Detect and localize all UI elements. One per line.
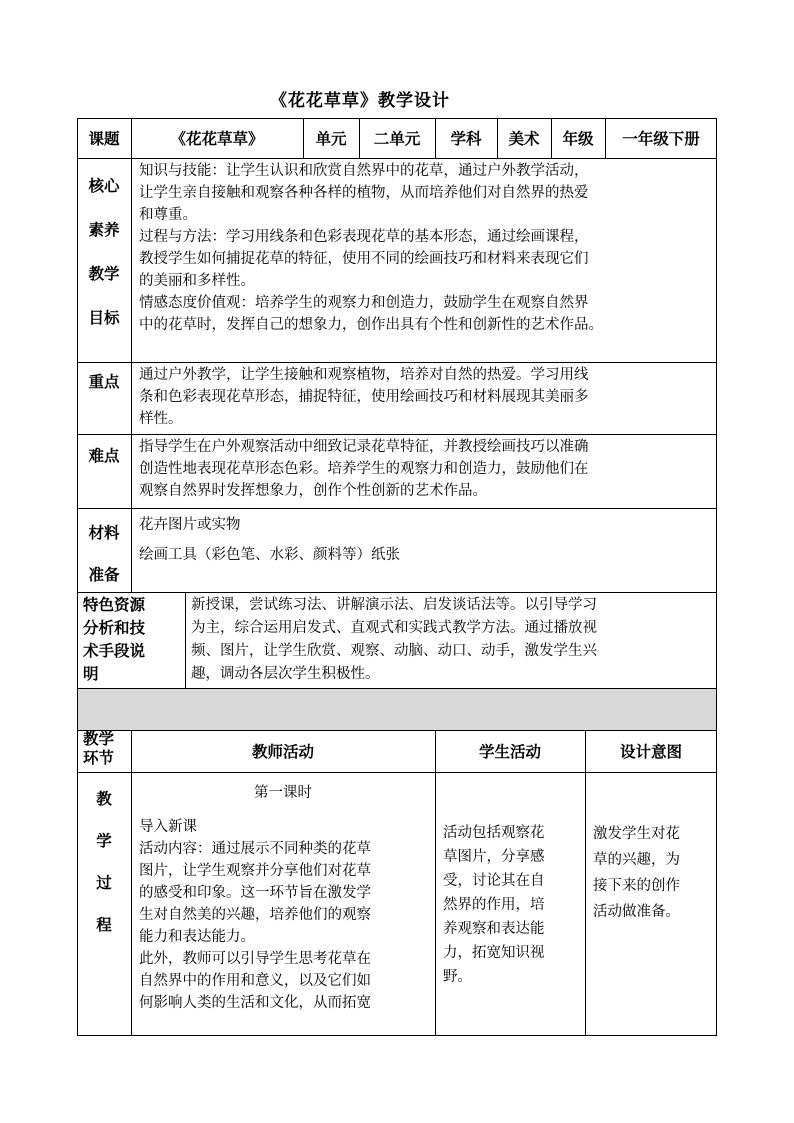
core-goals-label: 核心 素养 教学 目标 [88, 177, 120, 327]
lesson-plan-table [77, 118, 717, 1036]
lesson-period: 第一课时 [254, 785, 312, 801]
topic-value: 《花花草草》 [170, 130, 264, 148]
process-stage-label: 教 学 过 程 [96, 790, 112, 934]
difficulties-label: 难点 [88, 447, 120, 465]
teacher-activity-text: 导入新课 活动内容：通过展示不同种类的花草 图片，让学生观察并分享他们对花草 的感受和印象。这一环节旨在激发学 生对自然美的兴趣，培养他们的观察 能力和表达能力。 此外，教师可以引导学生思考花草在 自然界中的作用和意义，以及它们如 何影响人类的生活和文化，从而拓宽 [139, 819, 371, 1011]
core-goals-text: 知识与技能：让学生认识和欣赏自然界中的花草，通过户外教学活动， 让学生亲自接触和观察各种各样的植物，从而培养他们对自然界的热爱 和尊重。 过程与方法：学习用线条和色彩表现花草的基本形态，通过绘画课程， 教授学生如何捕捉花草的特征，使用不同的绘画技巧和材料来表现它们 的美丽和多样性。 情感态度价值观：培养学生的观察力和创造力，鼓励学生在观察自然界 中的花草时，发挥自己的想象力，创作出具有个性和创新性的艺术作品。 [139, 163, 603, 333]
difficulties-text: 指导学生在户外观察活动中细致记录花草特征，并教授绘画技巧以准确 创造性地表现花草形态色彩。培养学生的观察力和创造力，鼓励他们在 观察自然界时发挥想象力，创作个性创新的艺术作品。 [139, 439, 589, 499]
section-divider-band [77, 688, 717, 730]
stage-header: 教学 环节 [83, 730, 115, 767]
materials-label: 材料 准备 [88, 524, 120, 584]
unit-value: 二单元 [373, 130, 421, 148]
key-points-text: 通过户外教学，让学生接触和观察植物，培养对自然的热爱。学习用线 条和色彩表现花草形态，捕捉特征，使用绘画技巧和材料展现其美丽多 样性。 [139, 367, 589, 427]
document-title: 《花花草草》教学设计 [270, 91, 450, 111]
student-activity-text: 活动包括观察花 草图片，分享感 受，讨论其在自 然界的作用，培 养观察和表达能 力，拓宽知识视 野。 [443, 825, 545, 985]
design-intent-text: 激发学生对花 草的兴趣，为 接下来的创作 活动做准备。 [593, 826, 680, 920]
grade-value: 一年级下册 [622, 130, 700, 148]
key-points-label: 重点 [88, 373, 120, 391]
resources-label: 特色资源 分析和技 术手段说 明 [83, 596, 146, 683]
subject-value: 美术 [508, 130, 540, 148]
resources-text: 新授课，尝试练习法、讲解演示法、启发谈话法等。以引导学习 为主，综合运用启发式、直观式和实践式教学方法。通过播放视 频、图片，让学生欣赏、观察、动脑、动口、动手，激发学生兴 趣，调动各层次学生积极性。 [191, 597, 597, 682]
teacher-activity-header: 教师活动 [251, 743, 314, 761]
subject-label: 学科 [450, 130, 482, 148]
unit-label: 单元 [315, 130, 347, 148]
design-intent-header: 设计意图 [619, 743, 682, 761]
student-activity-header: 学生活动 [478, 743, 541, 761]
topic-label: 课题 [88, 130, 120, 148]
grade-label: 年级 [562, 130, 594, 148]
materials-text: 花卉图片或实物 绘画工具（彩色笔、水彩、颜料等）纸张 [139, 517, 400, 563]
